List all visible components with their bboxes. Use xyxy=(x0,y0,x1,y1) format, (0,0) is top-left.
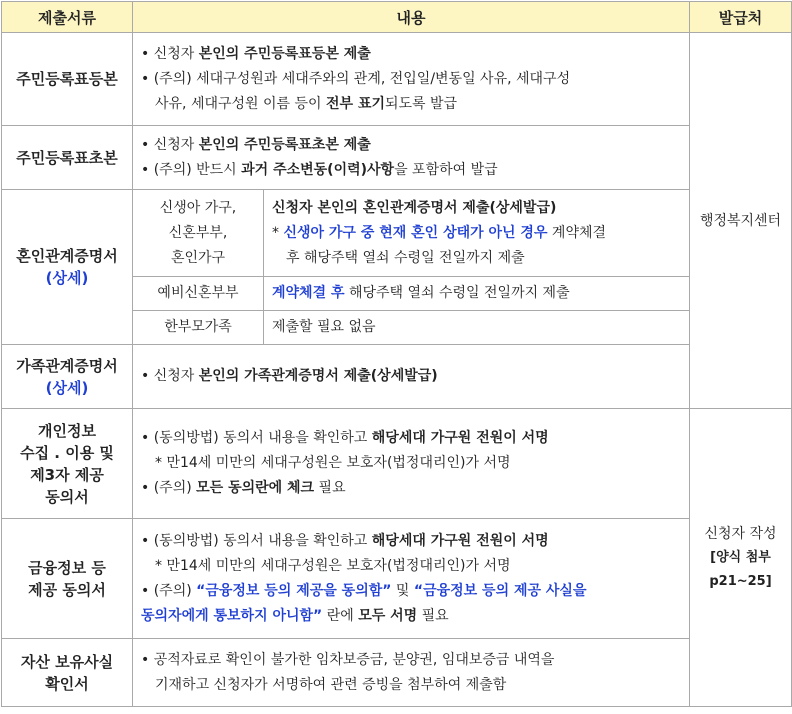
content-cell: • (동의방법) 동의서 내용을 확인하고 해당세대 가구원 전원이 서명 * 만14세 미만의 세대구성원은 보호자(법정대리인)가 서명 • (주의) “금융정보 등의 제공을 동의함” 및 “금융정보 등의 제공 사실을 동의자에게 통보하지 아니함” 란에 모두 서명 필요 xyxy=(133,519,690,639)
group-cell: 예비신혼부부 xyxy=(133,277,264,311)
document-table xyxy=(1,1,792,707)
issuer-welfare-cell: 행정복지센터 xyxy=(690,33,792,409)
header-row xyxy=(2,2,792,33)
content-cell: • 신청자 본인의 가족관계증명서 제출(상세발급) xyxy=(133,345,690,409)
content-cell: • 공적자료로 확인이 불가한 임차보증금, 분양권, 임대보증금 내역을 기재하고 신청자가 서명하여 관련 증빙을 첨부하여 제출함 xyxy=(133,639,690,707)
content-cell: 신청자 본인의 혼인관계증명서 제출(상세발급) * 신생아 가구 중 현재 혼인 상태가 아닌 경우 계약체결 후 해당주택 열쇠 수령일 전일까지 제출 xyxy=(264,190,690,277)
doc-name: 가족관계증명서 (상세) xyxy=(2,345,133,409)
table-row xyxy=(2,126,792,190)
doc-name: 주민등록표등본 xyxy=(2,33,133,126)
table-row xyxy=(2,33,792,126)
content-cell: 계약체결 후 해당주택 열쇠 수령일 전일까지 제출 xyxy=(264,277,690,311)
header-doc: 제출서류 xyxy=(2,2,133,33)
content-cell: • 신청자 본인의 주민등록표초본 제출 • (주의) 반드시 과거 주소변동(이력)사항을 포함하여 발급 xyxy=(133,126,690,190)
doc-name: 자산 보유사실 확인서 xyxy=(2,639,133,707)
content-cell: 제출할 필요 없음 xyxy=(264,311,690,345)
group-cell: 한부모가족 xyxy=(133,311,264,345)
group-cell: 신생아 가구, 신혼부부, 혼인가구 xyxy=(133,190,264,277)
header-content: 내용 xyxy=(133,2,690,33)
table-row xyxy=(2,190,792,277)
doc-name: 개인정보 수집 . 이용 및 제3자 제공 동의서 xyxy=(2,409,133,519)
table-row xyxy=(2,345,792,409)
content-cell: • 신청자 본인의 주민등록표등본 제출 • (주의) 세대구성원과 세대주와의 관계, 전입일/변동일 사유, 세대구성 사유, 세대구성원 이름 등이 전부 표기되도록 발급 xyxy=(133,33,690,126)
table-row xyxy=(2,639,792,707)
content-cell: • (동의방법) 동의서 내용을 확인하고 해당세대 가구원 전원이 서명 * 만14세 미만의 세대구성원은 보호자(법정대리인)가 서명 • (주의) 모든 동의란에 체크 필요 xyxy=(133,409,690,519)
doc-name: 주민등록표초본 xyxy=(2,126,133,190)
doc-name: 혼인관계증명서 (상세) xyxy=(2,190,133,345)
table-row xyxy=(2,409,792,519)
doc-name: 금융정보 등 제공 동의서 xyxy=(2,519,133,639)
header-issuer: 발급처 xyxy=(690,2,792,33)
issuer-applicant-cell: 신청자 작성 [양식 첨부 p21~25] xyxy=(690,409,792,707)
table-row xyxy=(2,519,792,639)
